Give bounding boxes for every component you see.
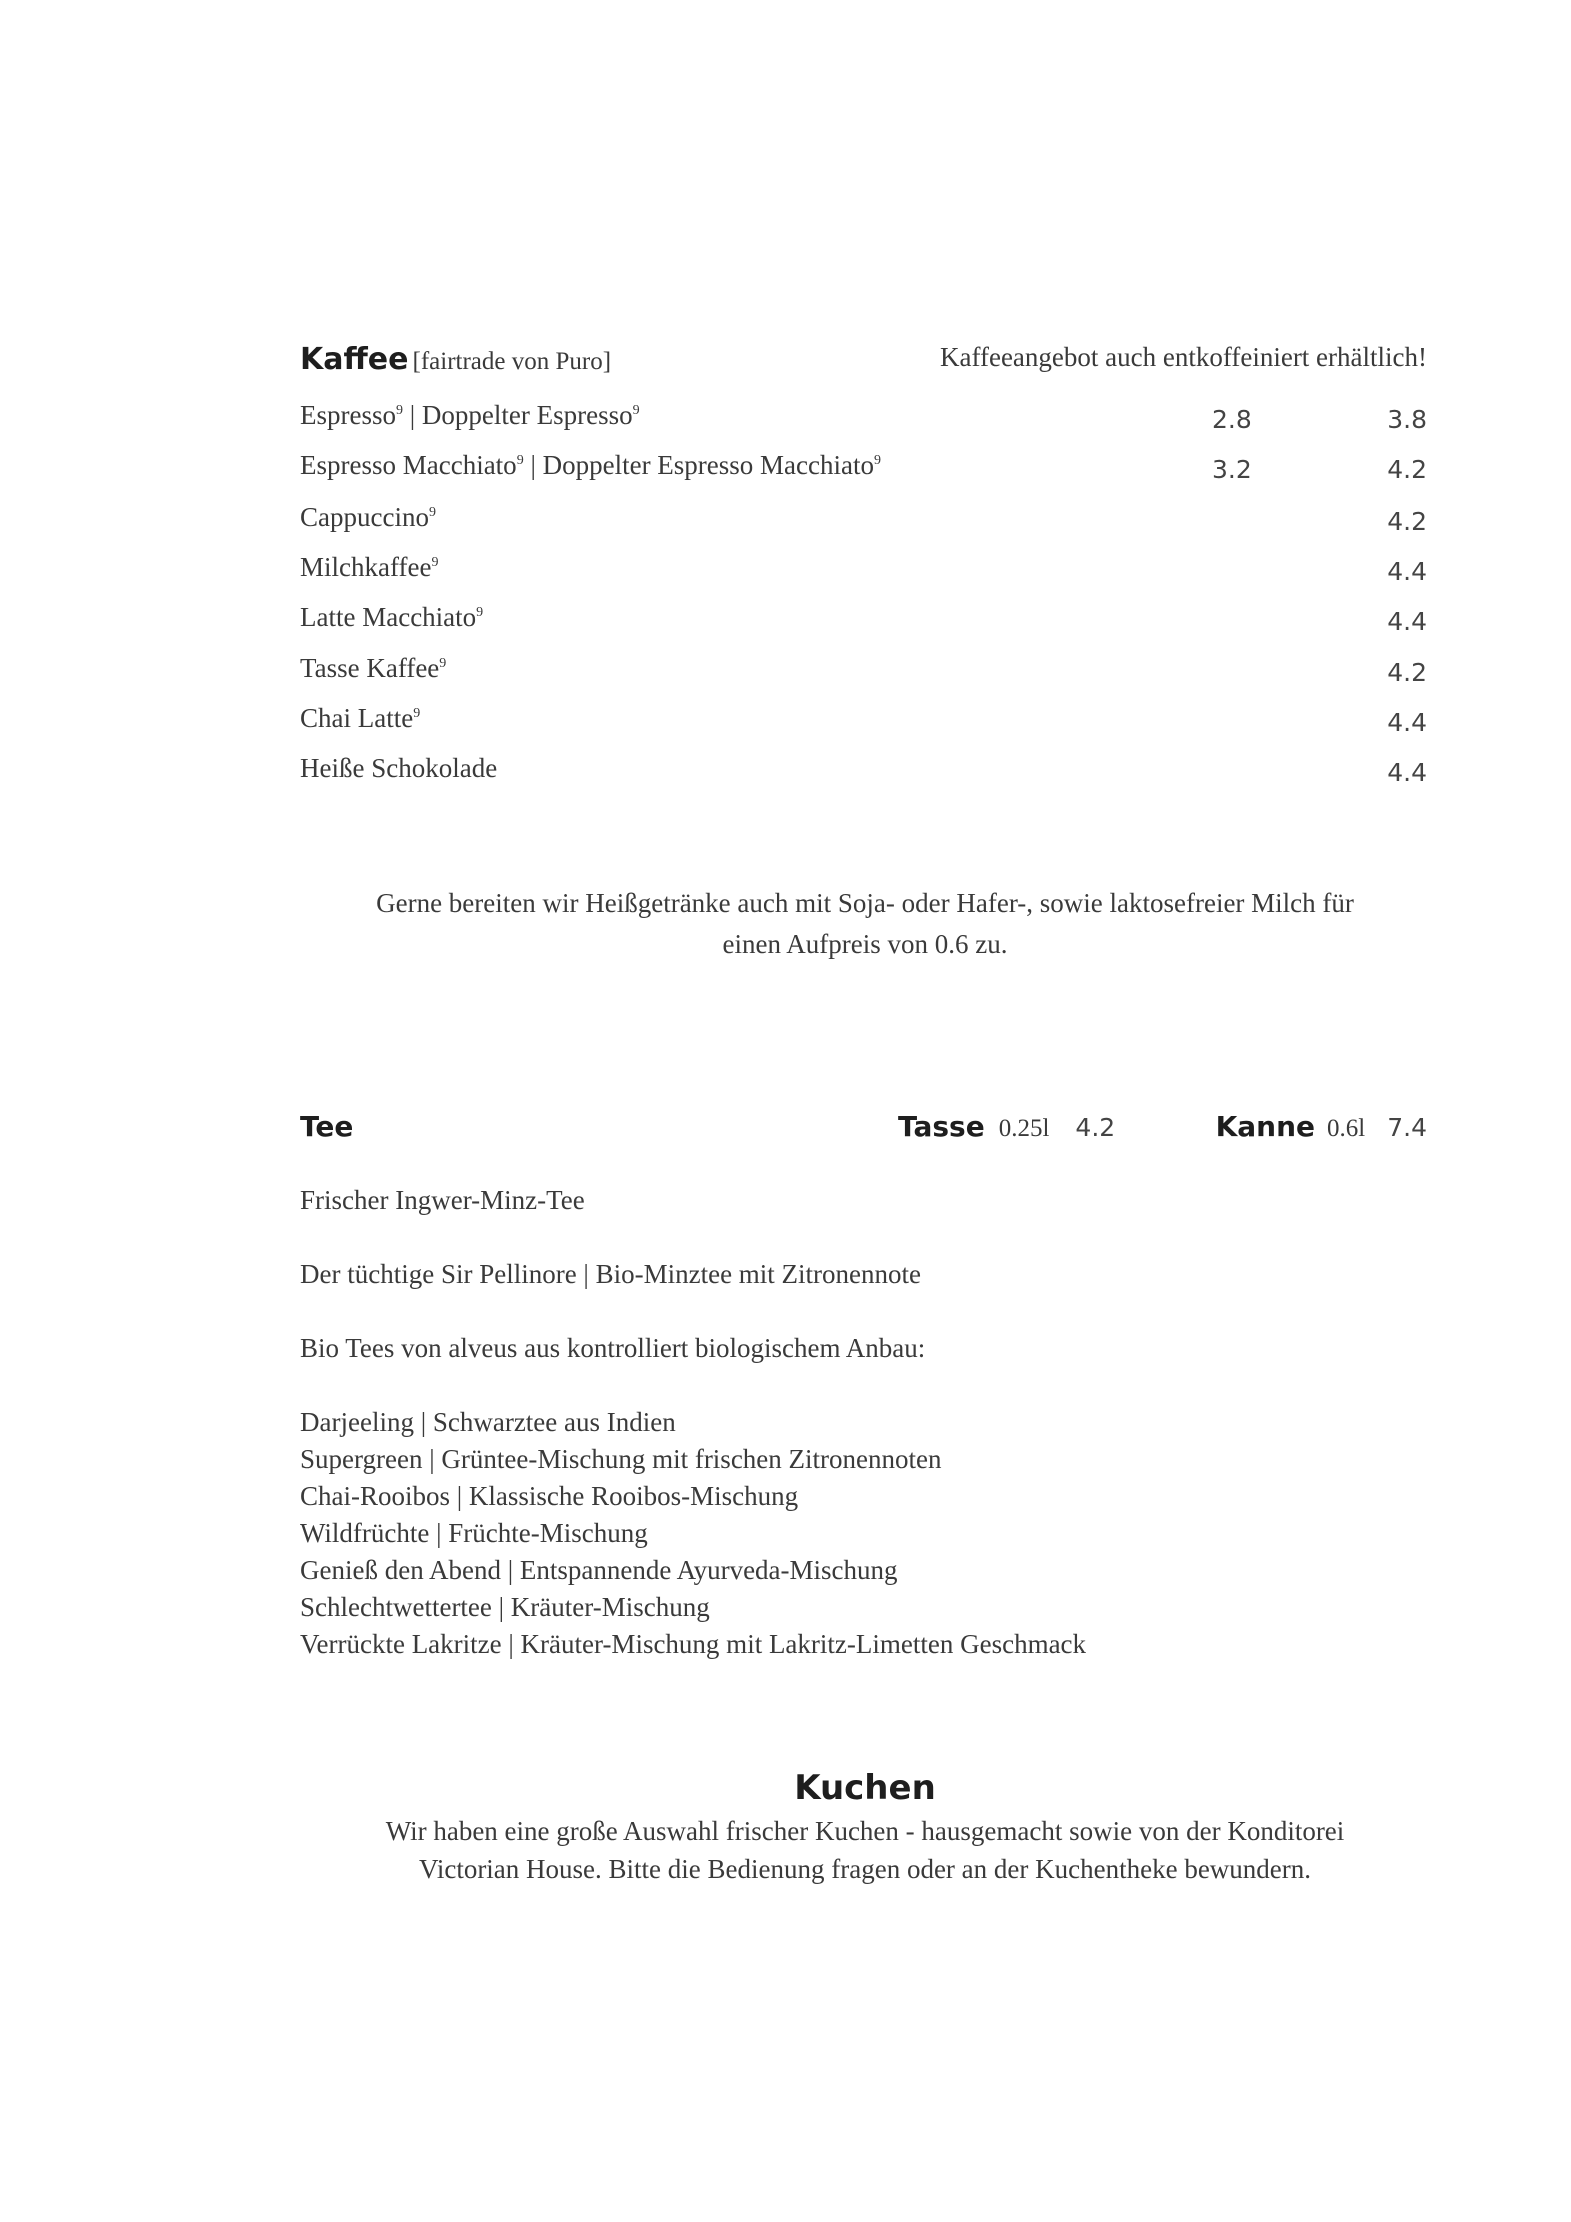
allergen-mark: 9 (516, 453, 524, 468)
price-single: 3.2 (1212, 455, 1252, 484)
tasse-size: 0.25l (998, 1115, 1050, 1142)
kanne-size: 0.6l (1327, 1115, 1366, 1142)
price: 4.4 (1387, 708, 1427, 737)
price: 4.4 (1387, 758, 1427, 787)
tee-variety-item: Supergreen | Grüntee-Mischung mit frischen Zitronennoten (300, 1444, 942, 1474)
kaffee-title: Kaffee (300, 342, 409, 377)
allergen-mark: 9 (439, 656, 447, 671)
allergen-mark: 9 (413, 706, 421, 721)
kanne-price: 7.4 (1387, 1113, 1427, 1142)
tee-variety-item: Darjeeling | Schwarztee aus Indien (300, 1407, 676, 1437)
milk-note-line-2: einen Aufpreis von 0.6 zu. (722, 929, 1008, 959)
allergen-mark: 9 (396, 403, 403, 418)
tasse-price: 4.2 (1075, 1113, 1116, 1142)
allergen-mark: 9 (874, 453, 881, 468)
kaffee-heading (300, 342, 611, 377)
tee-variety-item: Wildfrüchte | Früchte-Mischung (300, 1518, 648, 1548)
item-name: Latte Macchiato (300, 602, 477, 632)
tee-bio-intro: Bio Tees von alveus aus kontrolliert biologischem Anbau: (300, 1333, 926, 1363)
item-name: Chai Latte (300, 703, 414, 733)
kuchen-text (300, 1812, 1430, 1888)
tasse-price-group (898, 1110, 1115, 1143)
price: 4.4 (1387, 557, 1427, 586)
item-name-double: Doppelter Espresso Macchiato (542, 450, 874, 480)
decaf-note: Kaffeeangebot auch entkoffeiniert erhältlich! (939, 342, 1427, 372)
tee-variety-item: Schlechtwettertee | Kräuter-Mischung (300, 1592, 710, 1622)
kaffee-item-name (300, 753, 497, 784)
milk-note-line-1: Gerne bereiten wir Heißgetränke auch mit Soja- oder Hafer-, sowie laktosefreier Milch für (376, 888, 1354, 918)
item-name: Cappuccino (300, 502, 429, 532)
item-name: Tasse Kaffee (300, 653, 440, 683)
price: 4.4 (1387, 607, 1427, 636)
item-name: Milchkaffee (300, 552, 432, 582)
item-name: Espresso (300, 400, 396, 430)
kaffee-item-name (300, 552, 438, 583)
price: 4.2 (1387, 658, 1427, 687)
allergen-mark: 9 (431, 555, 439, 570)
kanne-price-group (1216, 1110, 1427, 1143)
item-separator: | (523, 450, 543, 480)
kaffee-item-name (300, 703, 420, 734)
tasse-label: Tasse (898, 1110, 985, 1143)
kaffee-subtitle: [fairtrade von Puro] (412, 348, 612, 375)
price-double: 4.2 (1387, 455, 1427, 484)
item-name-double: Doppelter Espresso (421, 400, 633, 430)
allergen-mark: 9 (428, 505, 436, 520)
kuchen-title: Kuchen (794, 1768, 936, 1808)
kuchen-line-2: Victorian House. Bitte die Bedienung fragen oder an der Kuchentheke bewundern. (418, 1854, 1312, 1884)
price: 4.2 (1387, 507, 1427, 536)
tee-title: Tee (300, 1110, 354, 1143)
tee-ingwer: Frischer Ingwer-Minz-Tee (300, 1185, 585, 1215)
price-single: 2.8 (1212, 405, 1252, 434)
kaffee-item-name (300, 602, 483, 633)
kaffee-item-name (300, 450, 881, 481)
item-name: Espresso Macchiato (300, 450, 517, 480)
allergen-mark: 9 (476, 605, 484, 620)
kanne-label: Kanne (1215, 1110, 1316, 1143)
milk-note (300, 883, 1430, 965)
kaffee-item-name (300, 653, 446, 684)
tee-variety-item: Chai-Rooibos | Klassische Rooibos-Mischung (300, 1481, 799, 1511)
item-name: Heiße Schokolade (300, 753, 498, 783)
kuchen-line-1: Wir haben eine große Auswahl frischer Kuchen - hausgemacht sowie von der Konditorei (385, 1816, 1345, 1846)
allergen-mark: 9 (632, 403, 640, 418)
tee-variety-item: Verrückte Lakritze | Kräuter-Mischung mit Lakritz-Limetten Geschmack (300, 1629, 1087, 1659)
kaffee-item-name (300, 502, 436, 533)
price-double: 3.8 (1387, 405, 1427, 434)
tee-variety-item: Genieß den Abend | Entspannende Ayurveda-Mischung (300, 1555, 898, 1585)
item-separator: | (403, 400, 422, 430)
kaffee-item-name (300, 400, 640, 431)
tee-pellinore: Der tüchtige Sir Pellinore | Bio-Minztee mit Zitronennote (300, 1259, 922, 1289)
